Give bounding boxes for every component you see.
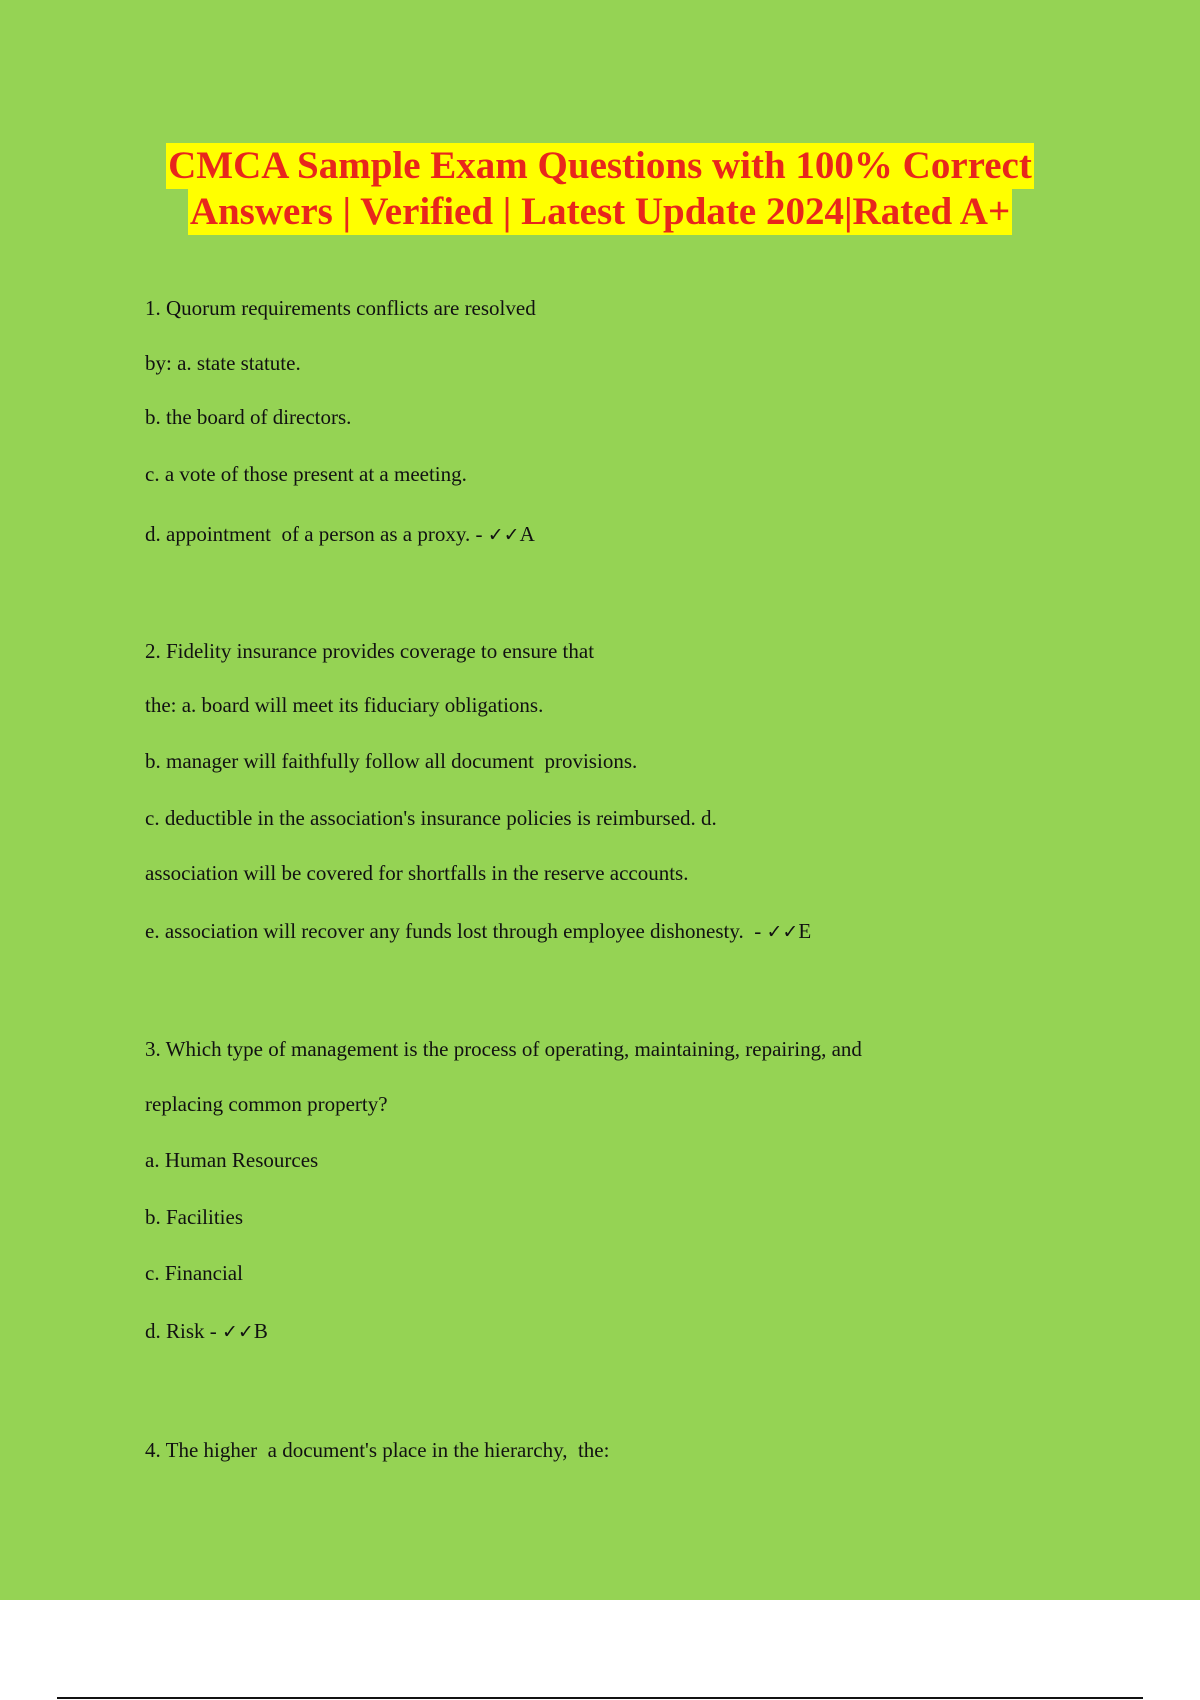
question-1-answer-text: d. appointment of a person as a proxy. - — [145, 522, 488, 546]
question-3-line-1: 3. Which type of management is the process of operating, maintaining, repairing, and — [145, 1037, 862, 1061]
question-3-answer-line — [145, 1318, 268, 1345]
question-4-line-1: 4. The higher a document's place in the hierarchy, the: — [145, 1438, 610, 1462]
question-3-line-5: c. Financial — [145, 1261, 243, 1285]
question-3-line-4: b. Facilities — [145, 1205, 243, 1229]
question-1-answer-line — [145, 521, 535, 548]
document-title — [0, 143, 1200, 235]
check-mark-icon: ✓✓ — [222, 1321, 254, 1343]
question-1-answer-letter: A — [519, 522, 535, 546]
question-2-line-3: b. manager will faithfully follow all document provisions. — [145, 749, 638, 773]
question-2-answer-text: e. association will recover any funds lost through employee dishonesty. - — [145, 919, 767, 943]
check-mark-icon: ✓✓ — [766, 921, 799, 943]
question-2-answer-line — [145, 918, 811, 945]
question-2-line-4: c. deductible in the association's insurance policies is reimbursed. d. — [145, 806, 717, 830]
question-3-line-3: a. Human Resources — [145, 1148, 319, 1172]
question-3-answer-text: d. Risk - — [145, 1319, 223, 1343]
question-2-answer-letter: E — [798, 919, 812, 943]
question-1-line-3: b. the board of directors. — [145, 405, 352, 429]
question-1-line-1: 1. Quorum requirements conflicts are resolved — [145, 296, 536, 320]
question-2-line-2: the: a. board will meet its fiduciary obligations. — [145, 693, 544, 717]
check-mark-icon: ✓✓ — [487, 524, 520, 546]
footer-divider — [57, 1697, 1143, 1699]
title-line-2: Answers | Verified | Latest Update 2024|Rated A+ — [189, 190, 1011, 233]
question-3-line-2: replacing common property? — [145, 1092, 388, 1116]
question-2-line-1: 2. Fidelity insurance provides coverage to ensure that — [145, 639, 595, 663]
title-line-1: CMCA Sample Exam Questions with 100% Correct — [168, 144, 1032, 187]
question-1-line-4: c. a vote of those present at a meeting. — [145, 462, 467, 486]
question-2-line-5: association will be covered for shortfalls in the reserve accounts. — [145, 861, 689, 885]
question-3-answer-letter: B — [253, 1319, 268, 1343]
question-1-line-2: by: a. state statute. — [145, 351, 301, 375]
